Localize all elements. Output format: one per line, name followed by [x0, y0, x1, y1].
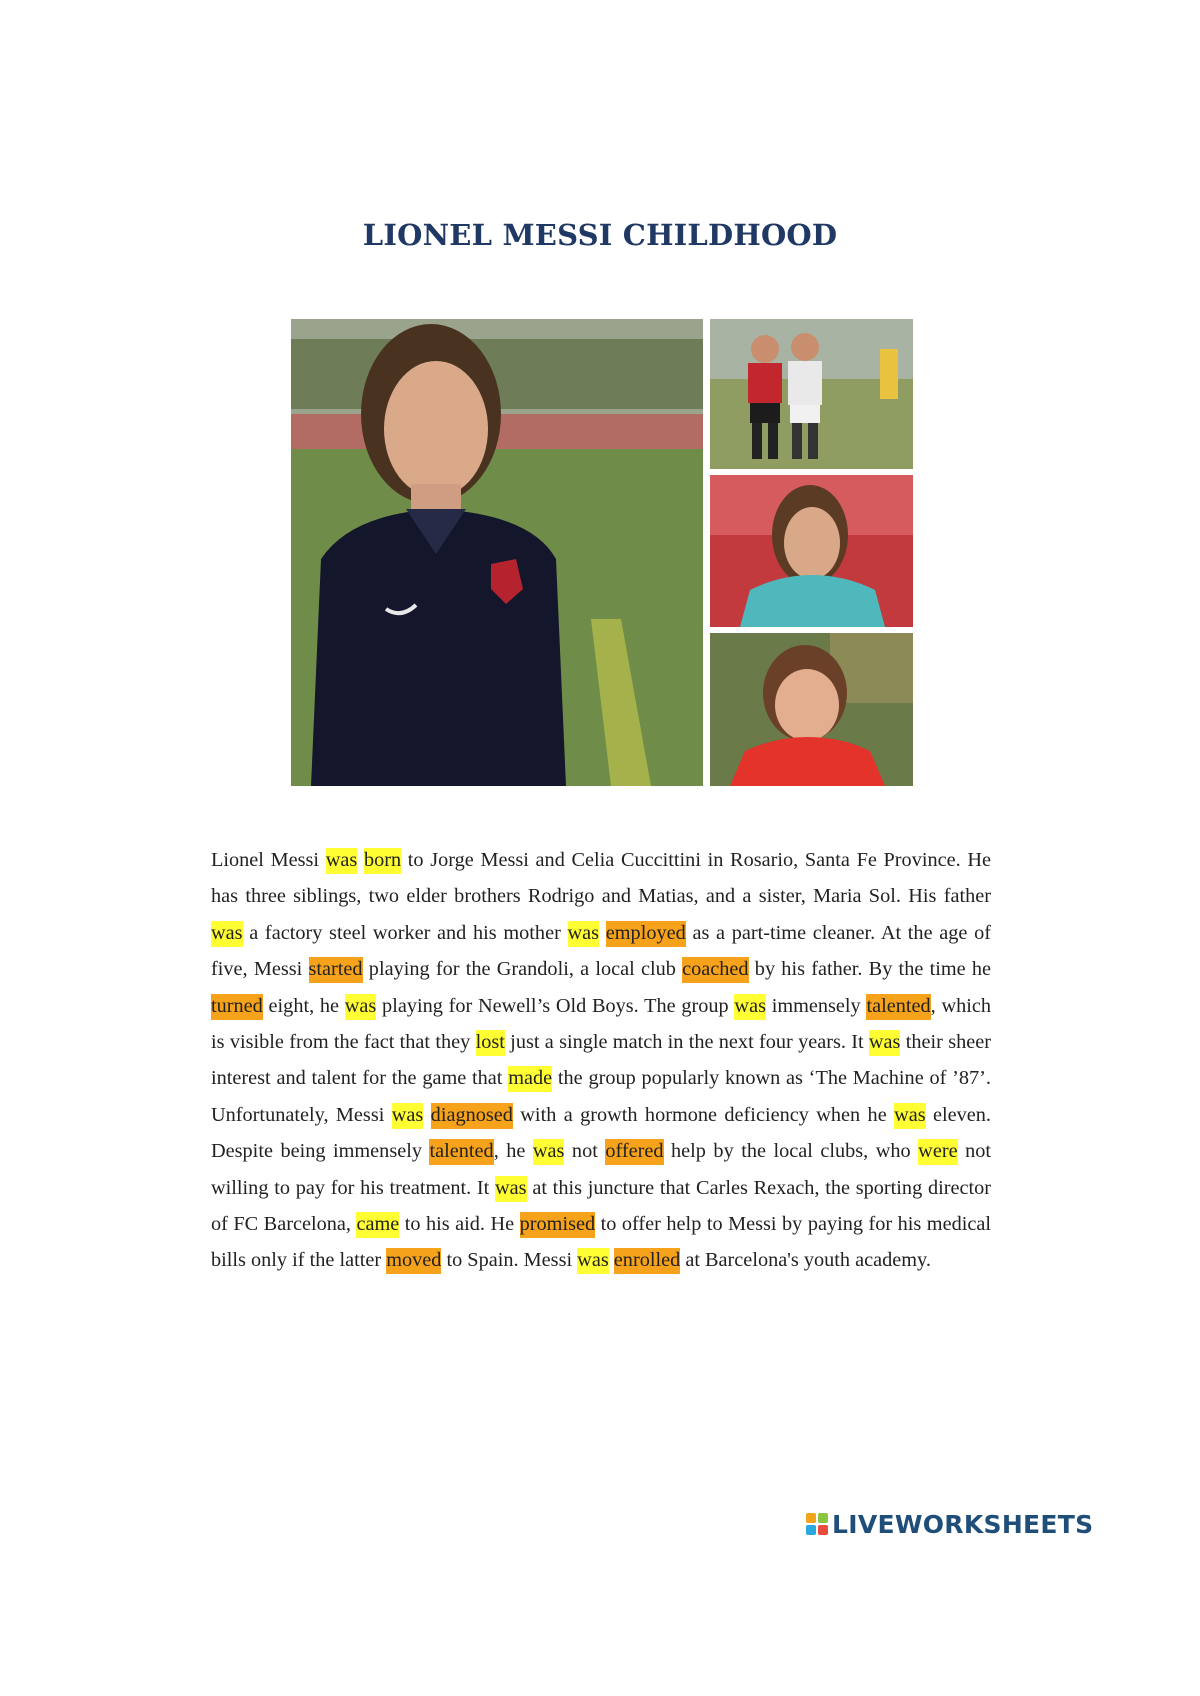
- highlight-orange-word: enrolled: [614, 1248, 680, 1274]
- highlight-yellow-word: was: [869, 1030, 901, 1056]
- liveworksheets-logo-icon: [806, 1513, 829, 1536]
- paragraph-text: immensely: [765, 994, 867, 1017]
- liveworksheets-logo: [806, 1508, 1093, 1540]
- paragraph-text: to Jorge Messi and Celia Cuccittini in Rosario, Santa Fe Province. He has three siblings, two elder brothers Rodrigo and Matias, and a sister, Maria Sol. His father: [211, 849, 991, 908]
- photo-young-boy-red: [710, 633, 913, 786]
- highlight-yellow-word: was: [326, 848, 358, 874]
- highlight-yellow-word: was: [894, 1103, 926, 1129]
- logo-text: LIVEWORKSHEETS: [832, 1509, 1094, 1539]
- highlight-orange-word: talented: [429, 1139, 493, 1165]
- highlight-orange-word: offered: [605, 1139, 663, 1165]
- paragraph-text: [357, 849, 364, 871]
- photo-main-teen-polo: [291, 319, 703, 786]
- paragraph-text: by his father. By the time he: [748, 958, 991, 981]
- highlight-yellow-word: was: [734, 994, 766, 1020]
- highlight-orange-word: moved: [386, 1248, 441, 1274]
- paragraph-text: to his aid. He: [399, 1213, 520, 1236]
- highlight-yellow-word: were: [918, 1139, 957, 1165]
- highlight-yellow-word: lost: [476, 1030, 505, 1056]
- paragraph-text: eight, he: [262, 994, 345, 1017]
- paragraph-text: playing for the Grandoli, a local club: [362, 958, 683, 981]
- story-paragraph: [211, 842, 991, 1279]
- highlight-orange-word: turned: [211, 994, 263, 1020]
- paragraph-text: to Spain. Messi: [441, 1249, 578, 1272]
- highlight-orange-word: started: [309, 957, 363, 983]
- highlight-yellow-word: was: [211, 921, 243, 947]
- paragraph-text: help by the local clubs, who: [663, 1140, 919, 1163]
- highlight-yellow-word: made: [508, 1066, 552, 1092]
- highlight-yellow-word: was: [533, 1139, 565, 1165]
- highlight-yellow-word: was: [568, 921, 600, 947]
- highlight-yellow-word: was: [577, 1248, 609, 1274]
- paragraph-text: with a growth hormone deficiency when he: [512, 1103, 895, 1126]
- paragraph-text: not willing to pay for his treatment. It: [211, 1140, 991, 1199]
- photo-two-boys-kits: [710, 319, 913, 469]
- highlight-orange-word: coached: [682, 957, 748, 983]
- highlight-yellow-word: was: [495, 1176, 527, 1202]
- highlight-yellow-word: was: [345, 994, 377, 1020]
- paragraph-text: playing for Newell’s Old Boys. The group: [376, 994, 735, 1017]
- highlight-orange-word: talented: [866, 994, 930, 1020]
- paragraph-text: not: [564, 1140, 606, 1163]
- highlight-orange-word: employed: [606, 921, 686, 947]
- paragraph-text: to offer help to Messi by paying for his medical bills only if the latter: [211, 1213, 991, 1272]
- paragraph-text: , he: [493, 1140, 533, 1163]
- paragraph-text: just a single match in the next four years. It: [504, 1031, 869, 1054]
- highlight-yellow-word: came: [356, 1212, 399, 1238]
- paragraph-text: as a part-time cleaner. At the age of five, Messi: [211, 921, 991, 981]
- paragraph-text: at Barcelona's youth academy.: [680, 1249, 931, 1272]
- paragraph-text: eleven. Despite being immensely: [211, 1103, 991, 1163]
- photo-collage: [291, 319, 913, 786]
- highlight-yellow-word: was: [392, 1103, 424, 1129]
- paragraph-text: , which is visible from the fact that they: [211, 994, 992, 1054]
- page-title: LIONEL MESSI CHILDHOOD: [362, 218, 838, 252]
- paragraph-text: Lionel Messi: [211, 849, 326, 871]
- paragraph-text: [599, 922, 606, 944]
- highlight-yellow-word: born: [364, 848, 401, 874]
- paragraph-text: their sheer interest and talent for the game that: [211, 1031, 991, 1090]
- paragraph-text: at this juncture that Carles Rexach, the sporting director of FC Barcelona,: [211, 1176, 992, 1236]
- highlight-orange-word: promised: [520, 1212, 595, 1238]
- paragraph-text: [423, 1104, 430, 1126]
- paragraph-text: a factory steel worker and his mother: [242, 921, 568, 944]
- highlight-orange-word: diagnosed: [431, 1103, 513, 1129]
- photo-teen-teal-shirt: [710, 475, 913, 627]
- paragraph-text: the group popularly known as ‘The Machine of ’87’. Unfortunately, Messi: [211, 1067, 991, 1126]
